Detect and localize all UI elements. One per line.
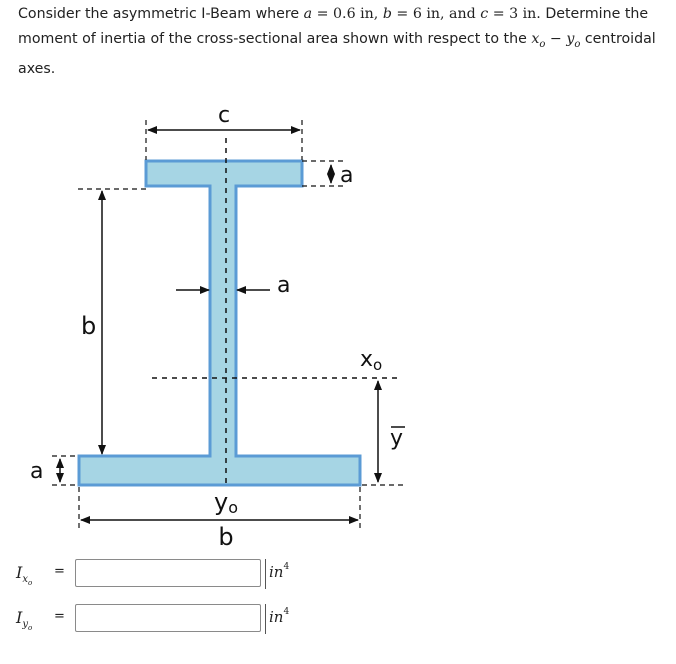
iyo-label: $I_{y_o}$ bbox=[16, 608, 33, 633]
iyo-equals: = bbox=[54, 609, 65, 624]
iyo-divider bbox=[265, 604, 266, 634]
label-yo: yo bbox=[214, 488, 238, 517]
axis-y-sub: o bbox=[574, 38, 581, 50]
question-part3: centroidal axes. bbox=[18, 31, 656, 77]
label-a-top: a bbox=[340, 163, 354, 188]
iyo-unit: $in^4$ bbox=[269, 607, 290, 626]
answer-row-iyo bbox=[16, 604, 676, 636]
value-c: = 3 in. bbox=[488, 6, 541, 22]
ixo-divider bbox=[265, 559, 266, 589]
ixo-unit: $in^4$ bbox=[269, 562, 290, 581]
var-b: b bbox=[382, 6, 392, 22]
answer-row-ixo bbox=[16, 559, 676, 591]
ixo-input[interactable] bbox=[75, 559, 261, 587]
axis-x: x bbox=[531, 31, 540, 47]
question-part1: Consider the asymmetric I-Beam where bbox=[18, 6, 304, 22]
value-b: = 6 in, and bbox=[391, 6, 481, 22]
ixo-equals: = bbox=[54, 564, 65, 579]
label-a-bottom: a bbox=[30, 459, 44, 484]
var-c: c bbox=[480, 6, 489, 22]
label-b-bottom: b bbox=[218, 523, 234, 551]
axis-x-sub: o bbox=[539, 38, 546, 50]
ixo-label: $I_{x_o}$ bbox=[16, 563, 33, 588]
i-beam-shape bbox=[79, 161, 360, 485]
var-a: a bbox=[303, 6, 313, 22]
label-c: c bbox=[217, 103, 231, 128]
question-part2: Determine the moment of inertia of the cross-sectional area shown with respect to the bbox=[18, 6, 649, 47]
value-a: = 0.6 in, bbox=[312, 6, 383, 22]
label-ybar: y bbox=[390, 426, 404, 451]
label-xo: xo bbox=[360, 347, 383, 374]
axis-minus: − bbox=[545, 31, 567, 47]
label-a-web: a bbox=[277, 273, 291, 298]
axis-y: y bbox=[566, 31, 575, 47]
iyo-input[interactable] bbox=[75, 604, 261, 632]
label-b-left: b bbox=[81, 312, 97, 340]
